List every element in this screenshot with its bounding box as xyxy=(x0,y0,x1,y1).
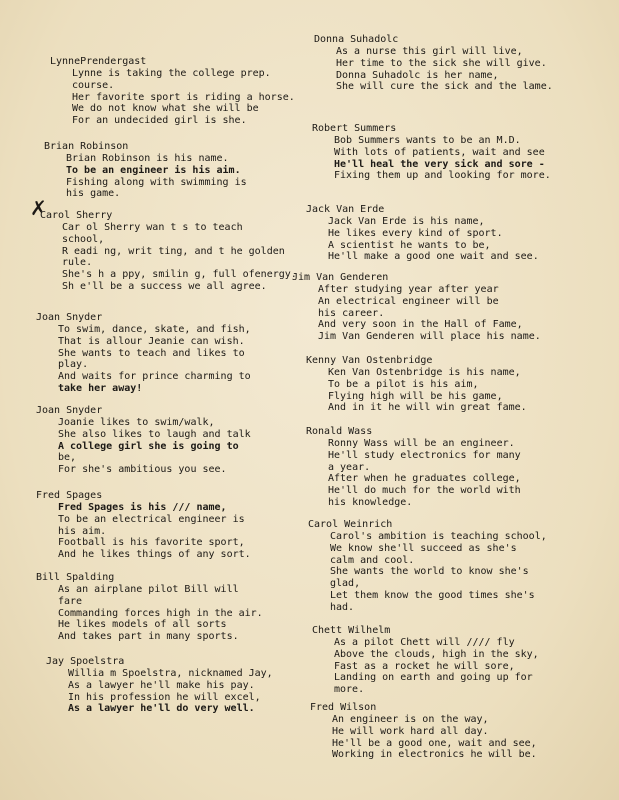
entry-line: his career. xyxy=(318,307,385,319)
entry-line: rule. xyxy=(62,257,93,269)
entry-line: With lots of patients, wait and see xyxy=(334,146,545,158)
entry-line: take her away! xyxy=(58,382,143,394)
entry-line: Joanie likes to swim/walk, xyxy=(58,417,215,428)
entry-line: And very soon in the Hall of Fame, xyxy=(318,319,523,331)
entry-name: LynnePrendergast xyxy=(50,56,147,67)
entry-line: And in it he will win great fame. xyxy=(328,402,527,414)
entry-line: He likes every kind of sport. xyxy=(328,227,503,239)
entry-line: Football is his favorite sport, xyxy=(58,537,245,549)
entry-line: Her time to the sick she will give. xyxy=(336,57,547,69)
entry-line: Jack Van Erde is his name, xyxy=(328,216,485,227)
entry-name: Brian Robinson xyxy=(44,141,129,152)
entry-line: He'll study electronics for many xyxy=(328,449,521,461)
entry-line: As a pilot Chett will //// fly xyxy=(334,637,515,648)
entry-jack-van-erde xyxy=(306,204,539,263)
entry-name: Donna Suhadolc xyxy=(314,34,399,45)
entry-name: Carol Sherry xyxy=(40,210,113,221)
entry-line: his knowledge. xyxy=(328,496,413,508)
entry-line: Car ol Sherry wan t s to teach xyxy=(62,222,243,233)
entry-name: Jack Van Erde xyxy=(306,204,385,215)
entry-line: calm and cool. xyxy=(330,554,415,566)
entry-donna-suhadolc xyxy=(314,34,553,93)
entry-line: After studying year after year xyxy=(318,284,499,295)
entry-line: school, xyxy=(62,233,105,245)
entry-line: Above the clouds, high in the sky, xyxy=(334,648,539,660)
entry-line: An engineer is on the way, xyxy=(332,714,489,725)
entry-name: Jay Spoelstra xyxy=(46,656,125,667)
entry-name: Jim Van Genderen xyxy=(292,272,389,283)
entry-line: She will cure the sick and the lame. xyxy=(336,81,553,93)
entry-carol-sherry xyxy=(40,210,297,293)
entry-line: Jim Van Genderen will place his name. xyxy=(318,331,541,343)
entry-line: And waits for prince charming to xyxy=(58,371,251,383)
entry-line: Ken Van Ostenbridge is his name, xyxy=(328,367,521,378)
entry-lynne-prendergast xyxy=(50,56,295,127)
entry-line: Donna Suhadolc is her name, xyxy=(336,69,499,81)
entry-line: Let them know the good times she's xyxy=(330,589,535,601)
entry-line: He'll heal the very sick and sore - xyxy=(334,158,545,170)
entry-line: To swim, dance, skate, and fish, xyxy=(58,324,251,335)
entry-fred-spages xyxy=(36,490,251,561)
entry-line: glad, xyxy=(330,578,361,590)
entry-line: Willia m Spoelstra, nicknamed Jay, xyxy=(68,668,273,679)
entry-line: A college girl she is going to xyxy=(58,440,239,452)
entry-line: his game. xyxy=(66,188,121,200)
entry-name: Chett Wilhelm xyxy=(312,625,391,636)
entry-line: We do not know what she will be xyxy=(72,103,259,115)
entry-line: Bob Summers wants to be an M.D. xyxy=(334,135,521,146)
entry-line: For an undecided girl is she. xyxy=(72,115,247,127)
entry-name: Robert Summers xyxy=(312,123,397,134)
entry-fred-wilson xyxy=(310,702,537,761)
entry-line: Ronny Wass will be an engineer. xyxy=(328,438,515,449)
entry-line: For she's ambitious you see. xyxy=(58,464,227,476)
entry-line: She's h a ppy, smilin g, full ofenergy. xyxy=(62,269,297,281)
entry-line: fare xyxy=(58,595,83,607)
entry-line: Commanding forces high in the air. xyxy=(58,607,263,619)
entry-line: Her favorite sport is riding a horse. xyxy=(72,91,295,103)
entry-line: He will work hard all day. xyxy=(332,725,489,737)
entry-brian-robinson xyxy=(44,141,247,200)
entry-name: Bill Spalding xyxy=(36,572,115,583)
entry-line: Lynne is taking the college prep. xyxy=(72,68,271,79)
entry-line: Fishing along with swimming is xyxy=(66,176,247,188)
entry-kenny-van-ostenbridge xyxy=(306,355,527,414)
entry-name: Joan Snyder xyxy=(36,405,103,416)
entry-line: And he likes things of any sort. xyxy=(58,549,251,561)
entry-line: course. xyxy=(72,79,115,91)
entry-jim-van-genderen xyxy=(292,272,541,343)
entry-line: As an airplane pilot Bill will xyxy=(58,584,239,595)
entry-robert-summers xyxy=(312,123,551,182)
entry-line: Sh e'll be a success we all agree. xyxy=(62,280,267,292)
entry-line: She wants to teach and likes to xyxy=(58,347,245,359)
entry-line: more. xyxy=(334,684,365,696)
entry-line: He likes models of all sorts xyxy=(58,619,227,631)
entry-line: Fast as a rocket he will sore, xyxy=(334,660,515,672)
entry-name: Fred Wilson xyxy=(310,702,377,713)
entry-line: Fred Spages is his /// name, xyxy=(58,502,227,513)
handwritten-x-mark: ✗ xyxy=(30,196,47,220)
entry-joan-snyder-1 xyxy=(36,312,251,395)
entry-line: had. xyxy=(330,601,355,613)
entry-line: After when he graduates college, xyxy=(328,473,521,485)
entry-line: a year. xyxy=(328,461,371,473)
entry-joan-snyder-2 xyxy=(36,405,251,476)
entry-bill-spalding xyxy=(36,572,263,643)
entry-name: Joan Snyder xyxy=(36,312,103,323)
entry-line: He'll do much for the world with xyxy=(328,485,521,497)
entry-line: Working in electronics he will be. xyxy=(332,749,537,761)
entry-line: play. xyxy=(58,359,89,371)
entry-line: R eadi ng, writ ting, and t he golden xyxy=(62,245,285,257)
entry-jay-spoelstra xyxy=(46,656,273,715)
entry-line: She also likes to laugh and talk xyxy=(58,428,251,440)
entry-line: To be an engineer is his aim. xyxy=(66,164,241,176)
entry-carol-weinrich xyxy=(308,519,547,614)
entry-line: In his profession he will excel, xyxy=(68,691,261,703)
entry-line: And takes part in many sports. xyxy=(58,631,239,643)
entry-name: Kenny Van Ostenbridge xyxy=(306,355,433,366)
entry-line: his aim. xyxy=(58,525,107,537)
entry-line: He'll make a good one wait and see. xyxy=(328,251,539,263)
entry-line: Carol's ambition is teaching school, xyxy=(330,531,547,542)
entry-line: To be an electrical engineer is xyxy=(58,513,245,525)
entry-name: Ronald Wass xyxy=(306,426,373,437)
entry-line: Flying high will be his game, xyxy=(328,390,503,402)
entry-line: She wants the world to know she's xyxy=(330,566,529,578)
entry-line: A scientist he wants to be, xyxy=(328,239,491,251)
entry-line: Fixing them up and looking for more. xyxy=(334,170,551,182)
entry-line: As a nurse this girl will live, xyxy=(336,46,523,57)
entry-line: Brian Robinson is his name. xyxy=(66,153,229,164)
entry-line: That is allour Jeanie can wish. xyxy=(58,335,245,347)
entry-name: Fred Spages xyxy=(36,490,103,501)
entry-line: To be a pilot is his aim, xyxy=(328,378,479,390)
entry-chett-wilhelm xyxy=(312,625,539,696)
entry-line: be, xyxy=(58,452,77,464)
entry-line: As a lawyer he'll do very well. xyxy=(68,703,255,715)
entry-ronald-wass xyxy=(306,426,521,509)
entry-line: Landing on earth and going up for xyxy=(334,672,533,684)
entry-line: We know she'll succeed as she's xyxy=(330,542,517,554)
entry-line: He'll be a good one, wait and see, xyxy=(332,737,537,749)
entry-name: Carol Weinrich xyxy=(308,519,393,530)
entry-line: As a lawyer he'll make his pay. xyxy=(68,679,255,691)
entry-line: An electrical engineer will be xyxy=(318,295,499,307)
